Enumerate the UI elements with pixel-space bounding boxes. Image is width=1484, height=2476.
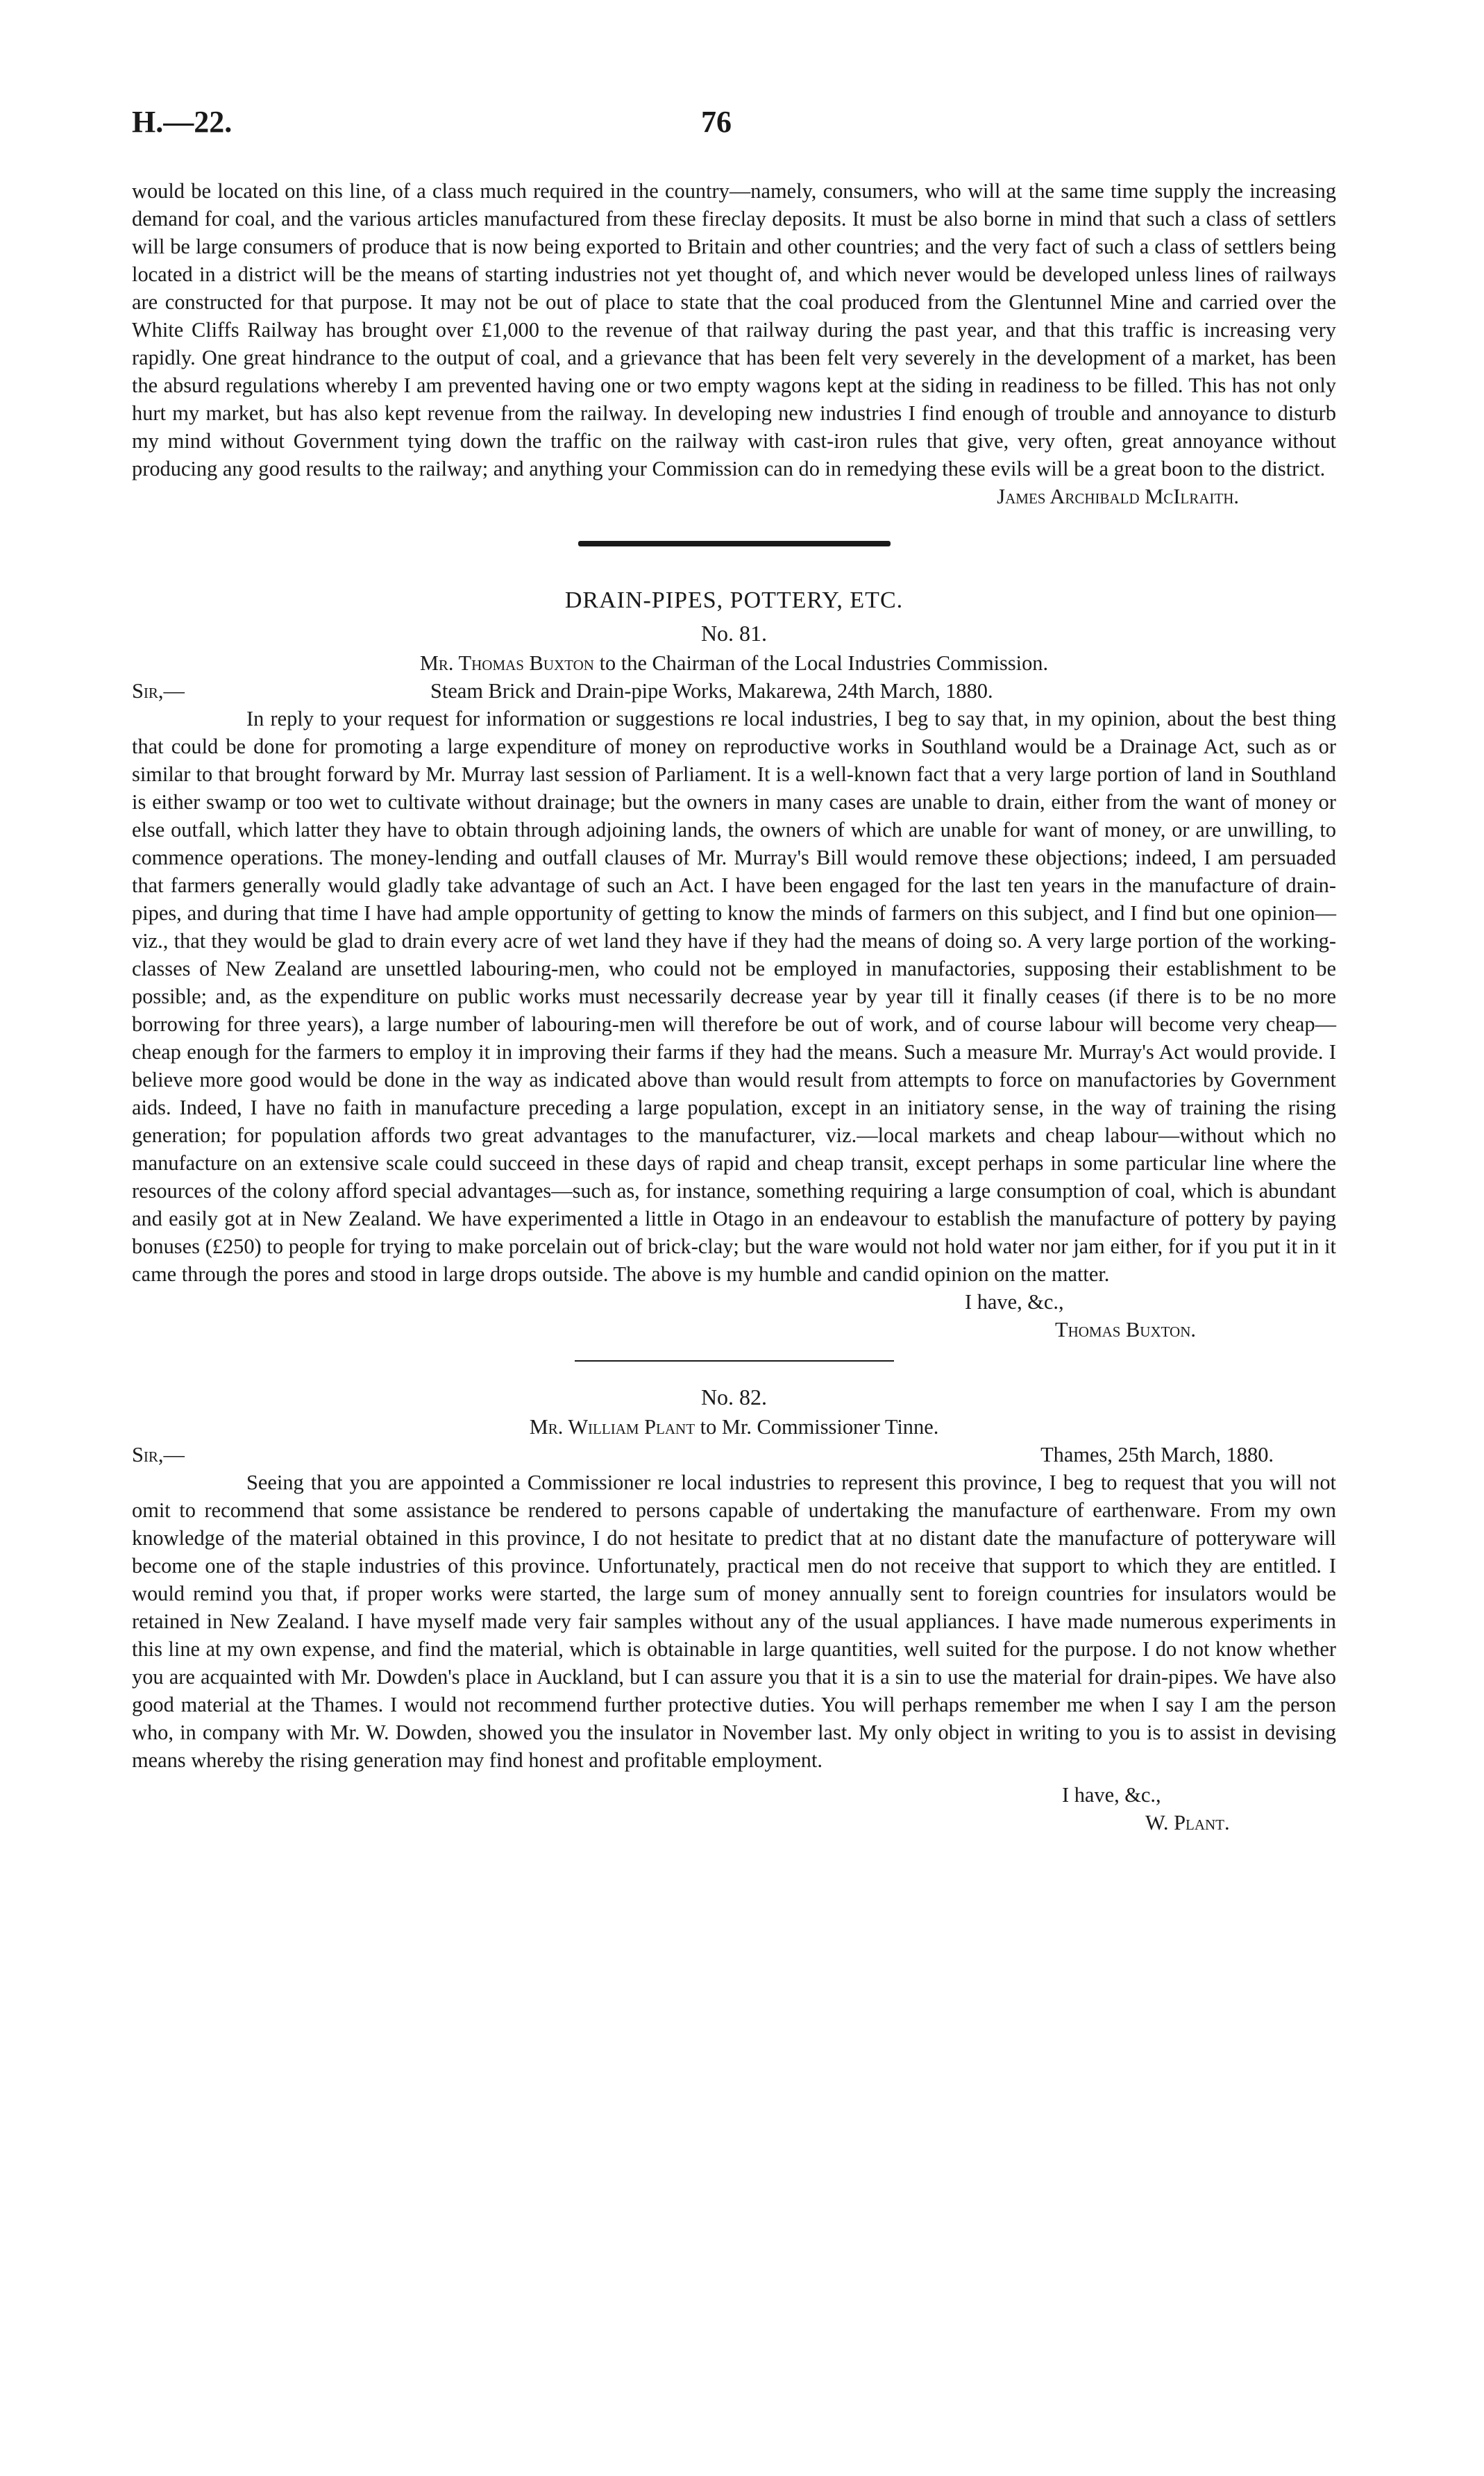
letter-81-signature: Thomas Buxton. <box>1055 1318 1196 1341</box>
letter-81-salutation-row <box>132 677 1336 705</box>
letter-81-recipient: to the Chairman of the Local Industries Commission. <box>599 651 1049 675</box>
letter-81-closing: I have, &c., <box>965 1290 1064 1314</box>
section-divider-thick <box>578 541 891 546</box>
letter-82-heading <box>132 1413 1336 1441</box>
page-number: 76 <box>701 105 732 139</box>
letter-81-sender: Mr. Thomas Buxton <box>419 651 594 675</box>
section-divider-thin <box>575 1360 894 1362</box>
letter-82-closing: I have, &c., <box>1062 1783 1161 1807</box>
letter-81-address: Steam Brick and Drain-pipe Works, Makarewa, 24th March, 1880. <box>430 679 993 703</box>
mcilraith-signature: James Archibald McIlraith. <box>997 485 1239 508</box>
report-reference: H.—22. <box>132 105 233 139</box>
letter-81-salutation: Sir,— <box>132 679 185 703</box>
letter-number-81: No. 81. <box>700 621 768 646</box>
letter-82-paragraph: Seeing that you are appointed a Commissioner re local industries to represent this province, I beg to request that you will not omit to recommend that some assistance be rendered to persons capable of undertaking the manufacture of earthenware. From my own knowledge of the material obtained in this province, I do not hesitate to predict that at no distant date the manufacture of potteryware will become one of the staple industries of this province. Unfortunately, practical men do not receive that support to which they are entitled. I would remind you that, if proper works were started, the large sum of money annually sent to foreign countries for insulators would be retained in New Zealand. I have myself made very fair samples without any of the usual appliances. I have made numerous experiments in this line at my own expense, and find the material, which is obtainable in large quantities, well suited for the purpose. I do not know whether you are acquainted with Mr. Dowden's place in Auckland, but I can assure you that it is a sin to use the material for drain-pipes. We have also good material at the Thames. I would not recommend further protective duties. You will perhaps remember me when I say I am the person who, in company with Mr. W. Dowden, showed you the insulator in November last. My only object in writing to you is to assist in devising means whereby the rising generation may find honest and profitable employment. <box>132 1471 1336 1772</box>
letter-82-salutation: Sir,— <box>132 1443 185 1466</box>
letter-81-heading <box>132 649 1336 677</box>
letter-number-82: No. 82. <box>700 1385 768 1410</box>
section-title: DRAIN-PIPES, POTTERY, ETC. <box>564 587 904 613</box>
letter-82-signature: W. Plant. <box>1145 1811 1230 1834</box>
letter-82-recipient: to Mr. Commissioner Tinne. <box>700 1415 939 1439</box>
page-header <box>0 104 1484 153</box>
mcilraith-letter-paragraph: would be located on this line, of a class much required in the country—namely, consumers, who will at the same time supply the increasing demand for coal, and the various articles manufactured from these fireclay deposits. It must be also borne in mind that such a class of settlers will be large consumers of produce that is now being exported to Britain and other countries; and the very fact of such a class of settlers being located in a district will be the means of starting industries not yet thought of, and which never would be developed unless lines of railways are constructed for that purpose. It may not be out of place to state that the coal produced from the Glentunnel Mine and carried over the White Cliffs Railway has brought over £1,000 to the revenue of that railway during the past year, and that this traffic is increasing very rapidly. One great hindrance to the output of coal, and a grievance that has been felt very severely in the development of a market, has been the absurd regulations whereby I am prevented having one or two empty wagons kept at the siding in readiness to be filled. This has not only hurt my market, but has also kept revenue from the railway. In developing new industries I find enough of trouble and annoyance to disturb my mind without Government tying down the traffic on the railway with cast-iron rules that give, very often, great annoyance without producing any good results to the railway; and anything your Commission can do in remedying these evils will be a great boon to the district. <box>132 179 1336 480</box>
letter-82-address: Thames, 25th March, 1880. <box>1040 1443 1274 1466</box>
letter-82-sender: Mr. William Plant <box>529 1415 695 1439</box>
letter-82-salutation-row <box>132 1441 1336 1469</box>
letter-81-paragraph: In reply to your request for information or suggestions re local industries, I beg to say that, in my opinion, about the best thing that could be done for promoting a large expenditure of money on reproductive works in Southland would be a Drainage Act, such as or similar to that brought forward by Mr. Murray last session of Parliament. It is a well-known fact that a very large portion of land in Southland is either swamp or too wet to cultivate without drainage; but the owners in many cases are unable to drain, either from the want of money or else outfall, which latter they have to obtain through adjoining lands, the owners of which are unable for want of money, or are unwilling, to commence operations. The money-lending and outfall clauses of Mr. Murray's Bill would remove these objections; indeed, I am persuaded that farmers generally would gladly take advantage of such an Act. I have been engaged for the last ten years in the manufacture of drain-pipes, and during that time I have had ample opportunity of getting to know the minds of farmers on this subject, and I find but one opinion—viz., that they would be glad to drain every acre of wet land they have if they had the means of doing so. A very large portion of the working-classes of New Zealand are unsettled labouring-men, who could not be employed in manufactories, supposing their establishment to be possible; and, as the expenditure on public works must necessarily decrease year by year till it finally ceases (if there is to be no more borrowing for three years), a large number of labouring-men will therefore be out of work, and of course labour will become very cheap—cheap enough for the farmers to employ it in improving their farms if they had the means. Such a measure Mr. Murray's Act would provide. I believe more good would be done in the way as indicated above than would result from attempts to force on manufactories by Government aids. Indeed, I have no faith in manufacture preceding a large population, except in an initiatory sense, in the way of training the rising generation; for population affords two great advantages to the manufacturer, viz.—local markets and cheap labour—without which no manufacture on an extensive scale could succeed in these days of rapid and cheap transit, except perhaps in some particular line where the resources of the colony afford special advantages—such as, for instance, something requiring a large consumption of coal, which is abundant and easily got at in New Zealand. We have experimented a little in Otago in an endeavour to establish the manufacture of pottery by paying bonuses (£250) to people for trying to make porcelain out of brick-clay; but the ware would not hold water nor jam either, for if you put it in it came through the pores and stood in large drops outside. The above is my humble and candid opinion on the matter. <box>132 707 1336 1286</box>
page-body <box>132 177 1336 1837</box>
